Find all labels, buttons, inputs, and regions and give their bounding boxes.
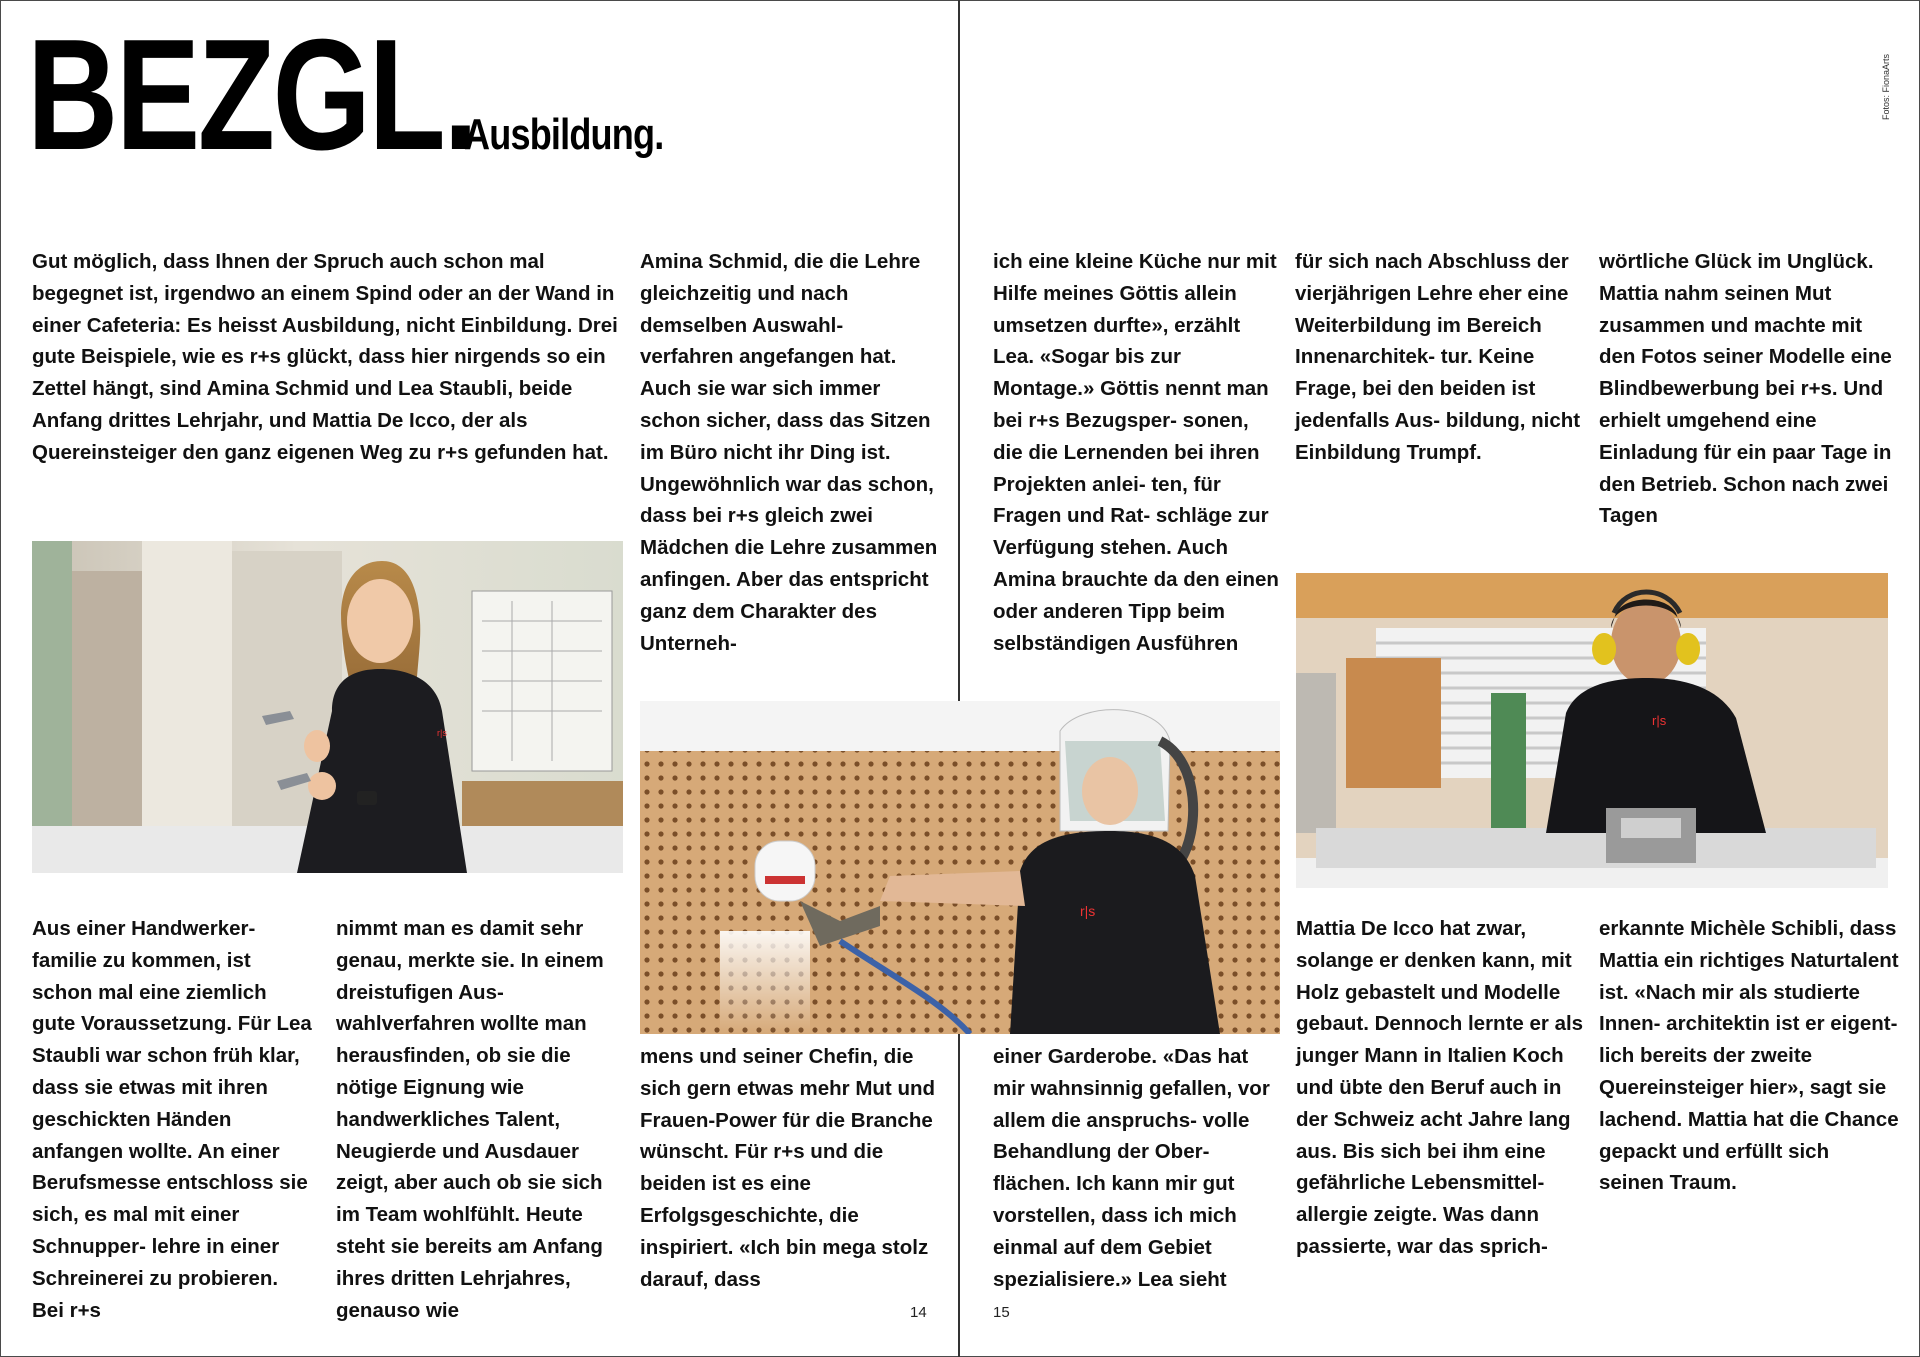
masthead-section: Ausbildung.: [464, 110, 664, 159]
page-number-right: 15: [993, 1304, 1010, 1321]
mattia-photo-image: [1296, 573, 1888, 888]
left-column-2: [336, 913, 626, 1326]
left-col2-text: nimmt man es damit sehr genau, merkte sie. In einem dreistufigen Aus- wahlverfahren wollte man herausfinden, ob sie die nötige Eignung wie handwerkliches Talent, Neugierde und Ausdauer zeigt, aber auch ob sie sich im Team wohlfühlt. Heute steht sie bereits am Anfang ihres dritten Lehrjahres, genauso wie: [336, 917, 604, 1322]
right-column-2-top: [1295, 246, 1590, 469]
right-column-1-bottom: [993, 1041, 1283, 1295]
left-col3-bottom-text: mens und seiner Chefin, die sich gern etwas mehr Mut und Frauen-Power für die Branche wünscht. Für r+s und die beiden ist es eine Erfolgsgeschichte, die inspiriert. «Ich bin mega stolz darauf, dass: [640, 1045, 936, 1291]
page-number-left: 14: [910, 1304, 927, 1321]
masthead-brand: BEZGL.: [27, 7, 477, 183]
photo-lea-workshop: [32, 541, 623, 873]
left-column-3-bottom: [640, 1041, 940, 1295]
mattia-shirt-logo: r|s: [1652, 713, 1667, 728]
amina-shirt-logo: r|s: [1080, 903, 1096, 919]
right-col3-top-text: wörtliche Glück im Unglück. Mattia nahm seinen Mut zusammen und machte mit den Fotos seiner Modelle eine Blindbewerbung bei r+s. Und erhielt umgehend eine Einladung für ein paar Tage in den Betrieb. Schon nach zwei Tagen: [1599, 250, 1892, 528]
photo-mattia-workshop: [1296, 573, 1888, 888]
right-col1-top-text: ich eine kleine Küche nur mit Hilfe meines Göttis allein umsetzen durfte», erzählt Lea. «Sogar bis zur Montage.» Göttis nennt man bei r+s Bezugsper- sonen, die die Lernenden bei ihren Projekten anlei- ten, für Fragen und Rat- schläge zur Verfügung stehen. Auch Amina brauchte da den einen oder anderen Tipp beim selbständigen Ausführen: [993, 250, 1279, 655]
photo-amina-spraying: [640, 701, 1280, 1034]
right-column-2-bottom: [1296, 913, 1596, 1263]
left-col3-top-text: Amina Schmid, die die Lehre gleichzeitig und nach demselben Auswahl- verfahren angefangen hat. Auch sie war sich immer schon sicher, dass das Sitzen im Büro nicht ihr Ding ist. Ungewöhnlich war das schon, dass bei r+s gleich zwei Mädchen die Lehre zusammen anfingen. Aber das entspricht ganz dem Charakter des Unterneh-: [640, 250, 938, 655]
left-column-3-top: [640, 246, 940, 659]
page-gutter: [958, 0, 960, 1357]
lea-shirt-logo: r|s: [437, 728, 447, 738]
intro-text: Gut möglich, dass Ihnen der Spruch auch schon mal begegnet ist, irgendwo an einem Spind oder an der Wand in einer Cafeteria: Es heisst Ausbildung, nicht Einbildung. Drei gute Beispiele, wie es r+s glückt, dass hier nirgends so ein Zettel hängt, sind Amina Schmid und Lea Staubli, beide Anfang drittes Lehrjahr, und Mattia De Icco, der als Quereinsteiger den ganz eigenen Weg zu r+s gefunden hat.: [32, 250, 618, 464]
right-col3-bottom-text: erkannte Michèle Schibli, dass Mattia ein richtiges Naturtalent ist. «Nach mir als studierte Innen- architektin ist er eigent- lich bereits der zweite Quereinsteiger hier», sagt sie lachend. Mattia hat die Chance gepackt und erfüllt sich seinen Traum.: [1599, 917, 1899, 1195]
right-col2-bottom-text: Mattia De Icco hat zwar, solange er denken kann, mit Holz gebastelt und Modelle gebaut. Dennoch lernte er als junger Mann in Italien Koch und übte den Beruf auch in der Schweiz acht Jahre lang aus. Bis sich bei ihm eine gefährliche Lebensmittel- allergie zeigte. Was dann passierte, war das sprich-: [1296, 917, 1584, 1258]
photo-credit: Fotos: FionaArts: [1881, 53, 1891, 120]
amina-photo-image: [640, 701, 1280, 1034]
right-col2-top-text: für sich nach Abschluss der vierjährigen Lehre eher eine Weiterbildung im Bereich Innenarchitek- tur. Keine Frage, bei den beiden ist jedenfalls Aus- bildung, nicht Einbildung Trumpf.: [1295, 250, 1581, 464]
article-intro: [32, 246, 622, 469]
left-col1-text: Aus einer Handwerker- familie zu kommen, ist schon mal eine ziemlich gute Voraussetzung. Für Lea Staubli war schon früh klar, dass sie etwas mit ihren geschickten Händen anfangen wollte. An einer Berufsmesse entschloss sie sich, es mal mit einer Schnupper- lehre in einer Schreinerei zu probieren. Bei r+s: [32, 917, 312, 1322]
right-column-1-top: [993, 246, 1283, 659]
lea-photo-image: [32, 541, 623, 873]
left-column-1: [32, 913, 312, 1326]
right-column-3-top: [1599, 246, 1899, 532]
right-column-3-bottom: [1599, 913, 1899, 1199]
right-col1-bottom-text: einer Garderobe. «Das hat mir wahnsinnig gefallen, vor allem die anspruchs- volle Behandlung der Ober- flächen. Ich kann mir gut vorstellen, dass ich mich einmal auf dem Gebiet spezialisiere.» Lea sieht: [993, 1045, 1270, 1291]
